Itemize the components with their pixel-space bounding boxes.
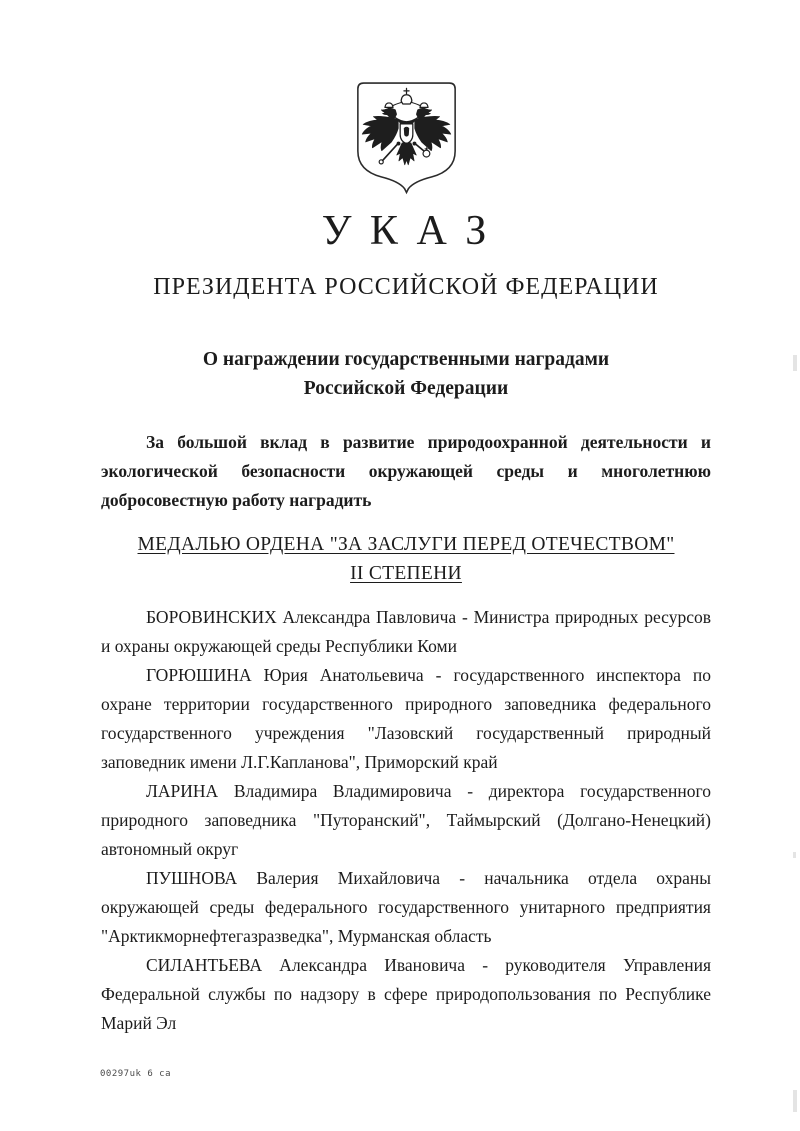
recipient-entry: ПУШНОВА Валерия Михайловича - начальника отдела охраны окружающей среды федерального государственного унитарного предприятия "Арктикморнефтегазразведка", Мурманская область [101,868,711,946]
recipient-entry: ГОРЮШИНА Юрия Анатольевича - государственного инспектора по охране территории государственного природного заповедника федерального государственного учреждения "Лазовский государственный природный заповедник имени Л.Г.Капланова", Приморский край [101,665,711,772]
emblem-container [101,78,711,199]
award-heading-line2: II СТЕПЕНИ [350,563,462,584]
decree-subject-line1: О награждении государственными наградами [202,349,610,370]
decree-subject-line2: Российской Федерации [303,377,509,399]
recipients-list [101,603,711,1038]
decree-issuer-title: ПРЕЗИДЕНТА РОССИЙСКОЙ ФЕДЕРАЦИИ [153,274,659,300]
recipient-entry: ЛАРИНА Владимира Владимировича - директора государственного природного заповедника "Путоранский", Таймырский (Долгано-Ненецкий) автономный округ [101,781,711,859]
recipient-entry: СИЛАНТЬЕВА Александра Ивановича - руководителя Управления Федеральной службы по надзору в сфере природопользования по Республике Марий Эл [101,955,711,1033]
document-registration-code: 00297uk 6 ca [100,1069,172,1079]
scan-artifact [793,355,797,371]
decree-subject [101,346,711,403]
decree-preamble: За большой вклад в развитие природоохранной деятельности и экологической безопасности окружающей среды и многолетнюю добросовестную работу наградить [101,432,711,510]
award-heading-line1: МЕДАЛЬЮ ОРДЕНА "ЗА ЗАСЛУГИ ПЕРЕД ОТЕЧЕСТВОМ" [137,534,675,555]
award-heading [101,530,711,588]
russia-coat-of-arms-icon [353,78,460,199]
document-content [101,0,711,1038]
scan-artifact [793,1090,797,1112]
recipient-entry: БОРОВИНСКИХ Александра Павловича - Министра природных ресурсов и охраны окружающей среды Республики Коми [101,607,711,656]
scan-artifact [793,852,796,858]
decree-type-title: У К А З [321,208,491,254]
